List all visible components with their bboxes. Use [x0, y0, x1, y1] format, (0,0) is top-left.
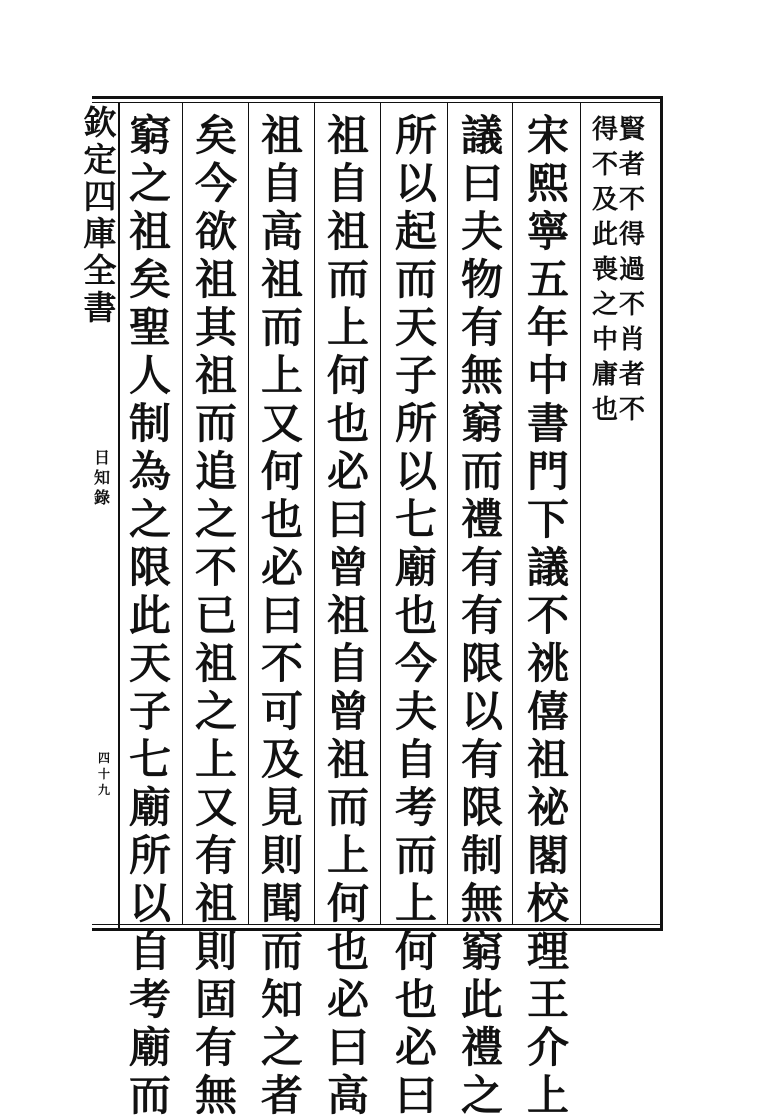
column-divider	[512, 102, 513, 924]
glyph: 而	[194, 399, 237, 448]
glyph: 庸	[591, 360, 618, 390]
page-number	[96, 750, 112, 798]
glyph: 無	[460, 879, 503, 928]
glyph: 而	[326, 255, 369, 304]
glyph: 不	[591, 150, 618, 180]
glyph: 曾	[326, 687, 369, 736]
glyph: 則	[194, 927, 237, 976]
glyph: 者	[618, 150, 645, 180]
glyph: 何	[326, 879, 369, 928]
glyph: 七	[128, 735, 171, 784]
glyph: 曰	[326, 1023, 369, 1072]
glyph: 祖	[326, 591, 369, 640]
glyph: 以	[394, 159, 437, 208]
glyph: 則	[260, 831, 303, 880]
text-column	[190, 112, 242, 1120]
glyph: 年	[526, 303, 569, 352]
glyph: 而	[394, 255, 437, 304]
glyph: 聖	[128, 303, 171, 352]
glyph: 必	[326, 447, 369, 496]
glyph: 為	[128, 447, 171, 496]
glyph: 之	[128, 159, 171, 208]
glyph: 考	[394, 783, 437, 832]
glyph: 也	[260, 495, 303, 544]
glyph: 有	[460, 303, 503, 352]
column-divider	[182, 102, 183, 924]
glyph: 而	[260, 303, 303, 352]
glyph: 議	[460, 111, 503, 160]
text-column	[124, 112, 176, 1120]
glyph: 又	[194, 783, 237, 832]
collection-title	[82, 104, 118, 326]
glyph: 而	[326, 783, 369, 832]
glyph: 也	[326, 927, 369, 976]
glyph: 祖	[326, 735, 369, 784]
glyph: 上	[526, 1071, 569, 1120]
glyph: 窮	[460, 927, 503, 976]
glyph: 有	[460, 735, 503, 784]
glyph: 子	[394, 351, 437, 400]
glyph: 又	[260, 399, 303, 448]
column-divider	[248, 102, 249, 924]
fore-edge-rule	[118, 102, 120, 928]
column-divider	[580, 102, 581, 924]
glyph: 子	[128, 687, 171, 736]
glyph: 校	[526, 879, 569, 928]
glyph: 廟	[394, 543, 437, 592]
glyph: 上	[194, 735, 237, 784]
glyph: 高	[260, 207, 303, 256]
glyph: 所	[394, 111, 437, 160]
glyph: 必	[394, 1023, 437, 1072]
glyph: 限	[128, 543, 171, 592]
glyph: 過	[618, 255, 645, 285]
glyph: 四	[83, 177, 117, 216]
glyph: 祖	[326, 111, 369, 160]
glyph: 見	[260, 783, 303, 832]
glyph: 限	[460, 783, 503, 832]
glyph: 及	[260, 735, 303, 784]
glyph: 此	[128, 591, 171, 640]
glyph: 上	[326, 303, 369, 352]
glyph: 無	[194, 1071, 237, 1120]
glyph: 窮	[128, 111, 171, 160]
glyph: 自	[260, 159, 303, 208]
glyph: 制	[460, 831, 503, 880]
glyph: 所	[394, 399, 437, 448]
glyph: 固	[194, 975, 237, 1024]
text-column	[390, 112, 442, 1120]
text-column	[256, 112, 308, 1120]
glyph: 起	[394, 207, 437, 256]
glyph: 高	[326, 1071, 369, 1120]
glyph: 祖	[526, 735, 569, 784]
glyph: 必	[260, 543, 303, 592]
glyph: 知	[260, 975, 303, 1024]
glyph: 天	[394, 303, 437, 352]
glyph: 以	[128, 879, 171, 928]
glyph: 曰	[260, 591, 303, 640]
glyph: 禮	[460, 495, 503, 544]
glyph: 物	[460, 255, 503, 304]
glyph: 今	[194, 159, 237, 208]
glyph: 夫	[460, 207, 503, 256]
glyph: 寧	[526, 207, 569, 256]
glyph: 庫	[83, 214, 117, 253]
glyph: 廟	[128, 1023, 171, 1072]
glyph: 廟	[128, 783, 171, 832]
column-divider	[380, 102, 381, 924]
glyph: 其	[194, 303, 237, 352]
glyph: 天	[128, 639, 171, 688]
glyph: 而	[128, 1071, 171, 1120]
book-title	[92, 448, 112, 508]
glyph: 聞	[260, 879, 303, 928]
glyph: 書	[83, 288, 117, 327]
text-column	[456, 112, 508, 1120]
glyph: 人	[128, 351, 171, 400]
glyph: 自	[326, 639, 369, 688]
glyph: 必	[326, 975, 369, 1024]
glyph: 禮	[460, 1023, 503, 1072]
top-border-rule-thin	[92, 102, 662, 103]
top-border-rule	[92, 96, 662, 99]
glyph: 全	[83, 251, 117, 290]
glyph: 所	[128, 831, 171, 880]
glyph: 有	[460, 591, 503, 640]
glyph: 閣	[526, 831, 569, 880]
glyph: 祖	[260, 111, 303, 160]
glyph: 賢	[618, 115, 645, 145]
glyph: 曰	[394, 1071, 437, 1120]
glyph: 下	[526, 495, 569, 544]
glyph: 不	[194, 543, 237, 592]
glyph: 祕	[526, 783, 569, 832]
glyph: 之	[260, 1023, 303, 1072]
glyph: 得	[618, 220, 645, 250]
glyph: 理	[526, 927, 569, 976]
glyph: 七	[394, 495, 437, 544]
glyph: 上	[260, 351, 303, 400]
text-column	[322, 112, 374, 1120]
bottom-border-rule-thin	[92, 924, 662, 925]
glyph: 之	[194, 687, 237, 736]
glyph: 何	[326, 351, 369, 400]
glyph: 四	[97, 751, 110, 765]
glyph: 及	[591, 185, 618, 215]
glyph: 祖	[128, 207, 171, 256]
glyph: 也	[591, 395, 618, 425]
glyph: 祧	[526, 639, 569, 688]
glyph: 也	[394, 975, 437, 1024]
glyph: 知	[93, 468, 110, 487]
glyph: 介	[526, 1023, 569, 1072]
glyph: 祖	[260, 255, 303, 304]
glyph: 十	[97, 767, 110, 781]
glyph: 無	[460, 351, 503, 400]
glyph: 欲	[194, 207, 237, 256]
glyph: 不	[260, 639, 303, 688]
glyph: 九	[97, 783, 110, 797]
glyph: 祖	[194, 351, 237, 400]
glyph: 祖	[194, 879, 237, 928]
glyph: 上	[394, 879, 437, 928]
glyph: 限	[460, 639, 503, 688]
glyph: 自	[326, 159, 369, 208]
glyph: 不	[618, 185, 645, 215]
glyph: 祖	[326, 207, 369, 256]
glyph: 肖	[618, 325, 645, 355]
glyph: 矣	[128, 255, 171, 304]
glyph: 中	[526, 351, 569, 400]
glyph: 者	[618, 360, 645, 390]
glyph: 中	[591, 325, 618, 355]
glyph: 而	[260, 927, 303, 976]
glyph: 錄	[93, 488, 110, 507]
glyph: 之	[460, 1071, 503, 1120]
glyph: 以	[460, 687, 503, 736]
glyph: 祖	[194, 255, 237, 304]
glyph: 已	[194, 591, 237, 640]
glyph: 不	[526, 591, 569, 640]
glyph: 不	[618, 395, 645, 425]
glyph: 有	[460, 543, 503, 592]
glyph: 以	[394, 447, 437, 496]
glyph: 此	[460, 975, 503, 1024]
glyph: 者	[260, 1071, 303, 1120]
glyph: 矣	[194, 111, 237, 160]
glyph: 今	[394, 639, 437, 688]
glyph: 不	[618, 290, 645, 320]
glyph: 定	[83, 140, 117, 179]
glyph: 曰	[326, 495, 369, 544]
glyph: 欽	[83, 103, 117, 142]
glyph: 熙	[526, 159, 569, 208]
glyph: 宋	[526, 111, 569, 160]
glyph: 上	[326, 831, 369, 880]
glyph: 之	[194, 495, 237, 544]
glyph: 也	[394, 591, 437, 640]
glyph: 自	[394, 735, 437, 784]
glyph: 書	[526, 399, 569, 448]
glyph: 何	[394, 927, 437, 976]
glyph: 制	[128, 399, 171, 448]
glyph: 追	[194, 447, 237, 496]
glyph: 門	[526, 447, 569, 496]
glyph: 也	[326, 399, 369, 448]
glyph: 何	[260, 447, 303, 496]
right-border-rule	[660, 96, 663, 931]
column-divider	[447, 102, 448, 924]
glyph: 王	[526, 975, 569, 1024]
glyph: 窮	[460, 399, 503, 448]
glyph: 考	[128, 975, 171, 1024]
glyph: 五	[526, 255, 569, 304]
glyph: 而	[394, 831, 437, 880]
glyph: 曾	[326, 543, 369, 592]
glyph: 之	[128, 495, 171, 544]
glyph: 喪	[591, 255, 618, 285]
glyph: 而	[460, 447, 503, 496]
glyph: 有	[194, 831, 237, 880]
glyph: 祖	[194, 639, 237, 688]
glyph: 之	[591, 290, 618, 320]
glyph: 此	[591, 220, 618, 250]
glyph: 得	[591, 115, 618, 145]
glyph: 日	[93, 448, 110, 467]
text-column	[522, 112, 574, 1120]
bottom-border-rule	[92, 928, 662, 931]
glyph: 可	[260, 687, 303, 736]
glyph: 自	[128, 927, 171, 976]
glyph: 僖	[526, 687, 569, 736]
annotation-column	[585, 113, 625, 428]
glyph: 議	[526, 543, 569, 592]
glyph: 有	[194, 1023, 237, 1072]
glyph: 曰	[460, 159, 503, 208]
glyph: 夫	[394, 687, 437, 736]
column-divider	[314, 102, 315, 924]
